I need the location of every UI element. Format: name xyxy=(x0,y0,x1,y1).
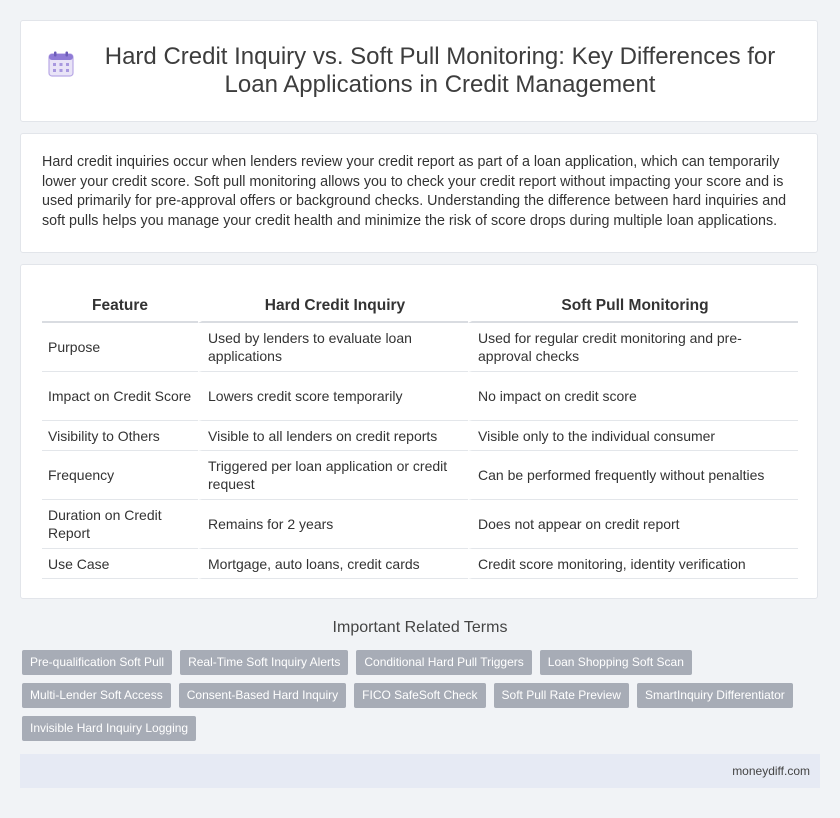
row-feature: Visibility to Others xyxy=(42,421,198,451)
related-term-tag[interactable]: Multi-Lender Soft Access xyxy=(22,683,171,708)
related-term-tag[interactable]: SmartInquiry Differentiator xyxy=(637,683,793,708)
calendar-icon xyxy=(48,51,74,82)
table-row xyxy=(42,549,798,579)
row-soft-value: No impact on credit score xyxy=(468,372,798,421)
related-terms-title: Important Related Terms xyxy=(332,619,508,636)
row-feature: Duration on Credit Report xyxy=(42,500,198,549)
related-term-tag[interactable]: Pre-qualification Soft Pull xyxy=(22,650,172,675)
row-soft-value: Can be performed frequently without penalties xyxy=(468,451,798,500)
comparison-card xyxy=(20,264,818,599)
row-hard-value: Used by lenders to evaluate loan applications xyxy=(198,323,468,372)
related-terms-list xyxy=(22,650,812,741)
related-term-tag[interactable]: Real-Time Soft Inquiry Alerts xyxy=(180,650,348,675)
row-soft-value: Visible only to the individual consumer xyxy=(468,421,798,451)
footer-site-link[interactable]: moneydiff.com xyxy=(732,764,810,778)
related-term-tag[interactable]: Soft Pull Rate Preview xyxy=(494,683,629,708)
row-hard-value: Triggered per loan application or credit request xyxy=(198,451,468,500)
title-wrap xyxy=(48,43,790,99)
row-soft-value: Credit score monitoring, identity verification xyxy=(468,549,798,579)
header-card xyxy=(20,20,818,122)
row-hard-value: Mortgage, auto loans, credit cards xyxy=(198,549,468,579)
table-row xyxy=(42,323,798,372)
intro-card xyxy=(20,133,818,253)
related-term-tag[interactable]: FICO SafeSoft Check xyxy=(354,683,485,708)
comparison-table xyxy=(42,287,798,579)
footer xyxy=(20,754,820,788)
header-feature: Feature xyxy=(42,287,198,323)
row-feature: Impact on Credit Score xyxy=(42,372,198,421)
row-feature: Frequency xyxy=(42,451,198,500)
header-hard-inquiry: Hard Credit Inquiry xyxy=(198,287,468,323)
row-soft-value: Used for regular credit monitoring and pre-approval checks xyxy=(468,323,798,372)
related-term-tag[interactable]: Loan Shopping Soft Scan xyxy=(540,650,692,675)
related-term-tag[interactable]: Consent-Based Hard Inquiry xyxy=(179,683,346,708)
table-row xyxy=(42,421,798,451)
row-hard-value: Remains for 2 years xyxy=(198,500,468,549)
header-soft-pull: Soft Pull Monitoring xyxy=(468,287,798,323)
table-row xyxy=(42,451,798,500)
intro-text: Hard credit inquiries occur when lenders review your credit report as part of a loan application, which can temporarily lower your credit score. Soft pull monitoring allows you to check your credit report without impacting your score and is used primarily for pre-approval offers or background checks. Understanding the difference between hard inquiries and soft pulls helps you manage your credit health and minimize the risk of score drops during multiple loan applications. xyxy=(42,154,787,229)
table-header-row xyxy=(42,287,798,323)
related-term-tag[interactable]: Invisible Hard Inquiry Logging xyxy=(22,716,196,741)
row-soft-value: Does not appear on credit report xyxy=(468,500,798,549)
row-hard-value: Lowers credit score temporarily xyxy=(198,372,468,421)
row-hard-value: Visible to all lenders on credit reports xyxy=(198,421,468,451)
row-feature: Purpose xyxy=(42,323,198,372)
related-term-tag[interactable]: Conditional Hard Pull Triggers xyxy=(356,650,531,675)
row-feature: Use Case xyxy=(42,549,198,579)
page-title: Hard Credit Inquiry vs. Soft Pull Monitoring: Key Differences for Loan Applications in Credit Management xyxy=(104,43,776,98)
table-row xyxy=(42,372,798,421)
table-row xyxy=(42,500,798,549)
